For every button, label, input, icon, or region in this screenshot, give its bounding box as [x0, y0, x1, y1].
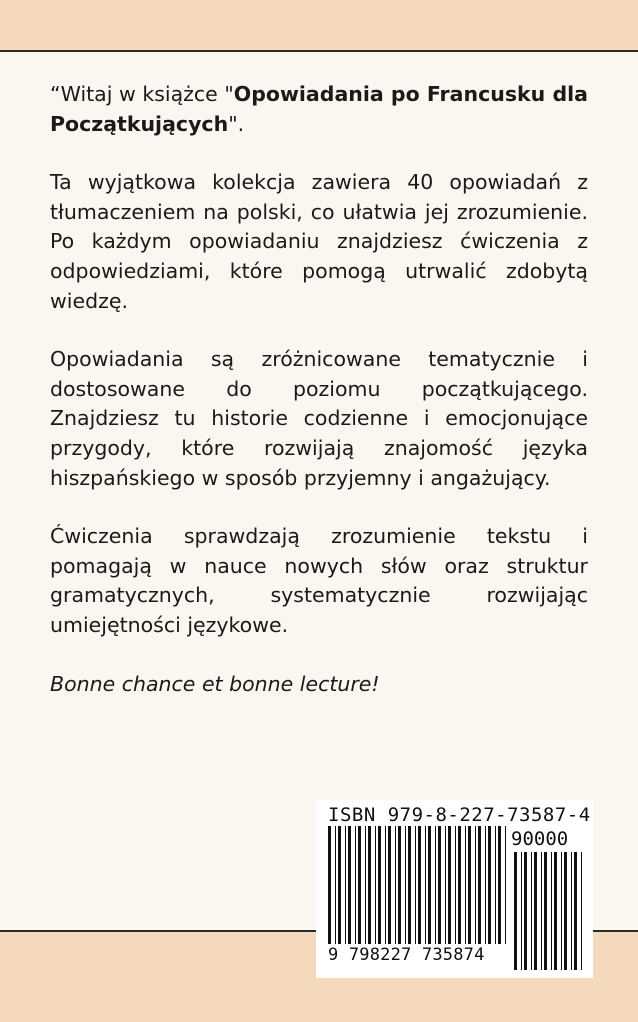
barcode-bar [418, 826, 421, 944]
barcode-bar [551, 852, 552, 970]
barcode-bar [425, 826, 426, 944]
barcode-bar [574, 852, 577, 970]
barcode-bar [544, 852, 547, 970]
barcode-bar [435, 826, 436, 944]
barcode-bar [571, 852, 572, 970]
barcode-main-number: 9 798227 735874 [328, 945, 485, 965]
barcode-bar [495, 826, 496, 944]
barcode-bar [388, 826, 391, 944]
barcode-bar [468, 826, 471, 944]
isbn-label: ISBN 979-8-227-73587-4 [328, 804, 591, 826]
closing-italic: Bonne chance et bonne lecture! [50, 671, 380, 696]
intro-text-start: “Witaj w książce " [50, 82, 234, 106]
barcode-addon-number: 90000 [511, 828, 569, 850]
barcode-bar [445, 826, 446, 944]
book-title: Opowiadania po Francusku dla Początkujących [50, 82, 588, 136]
barcode-bar [561, 852, 562, 970]
barcode-bar [514, 852, 517, 970]
barcode-bar [448, 826, 451, 944]
barcode-bar [498, 826, 501, 944]
barcode-bar [541, 852, 542, 970]
barcode-bar [405, 826, 406, 944]
barcode-bar [428, 826, 431, 944]
barcode-bar [455, 826, 456, 944]
description-paragraph: Ta wyjątkowa kolekcja zawiera 40 opowiadań z tłumaczeniem na polski, co ułatwia jej zrozumienie. Po każdym opowiadaniu znajdziesz ćwiczenia z odpowiedziami, które pomogą utrwalić zdobytą wiedzę. [50, 170, 588, 313]
intro-paragraph [50, 80, 588, 139]
barcode-bar [345, 826, 346, 944]
barcode-bar [365, 826, 366, 944]
top-band [0, 0, 638, 52]
barcode-bar [378, 826, 381, 944]
barcode-bar [328, 826, 331, 944]
barcode-bar [534, 852, 537, 970]
barcode-bar [355, 826, 356, 944]
barcode-bar [465, 826, 466, 944]
content-paragraph: Opowiadania są zróżnicowane tematycznie i dostosowane do poziomu początkującego. Znajdziesz tu historie codzienne i emocjonujące przygody, które rozwijają znajomość języka hiszpańskiego w sposób przyjemny i angażujący. [50, 347, 588, 490]
back-cover-text [50, 80, 588, 728]
barcode-bar [475, 826, 476, 944]
barcode-bar [375, 826, 376, 944]
barcode-bar [581, 852, 582, 970]
barcode-bar [485, 826, 486, 944]
barcode-bar [408, 826, 411, 944]
barcode-bar [415, 826, 416, 944]
barcode-bar [368, 826, 371, 944]
barcode-bar [438, 826, 441, 944]
closing-line [50, 670, 588, 700]
intro-text-end: ". [228, 111, 245, 136]
barcode-bar [478, 826, 481, 944]
barcode-bar [385, 826, 386, 944]
barcode-bar [524, 852, 527, 970]
barcode-bar [338, 826, 341, 944]
barcode-bar [531, 852, 532, 970]
barcode-bar [554, 852, 557, 970]
barcode-bar [458, 826, 461, 944]
barcode-bar [395, 826, 396, 944]
exercises-paragraph: Ćwiczenia sprawdzają zrozumienie tekstu i pomagają w nauce nowych słów oraz struktur gramatycznych, systematycznie rozwijając umiejętności językowe. [50, 524, 588, 637]
barcode-bar [521, 852, 522, 970]
barcode-bar [505, 826, 506, 944]
barcode-bar [358, 826, 361, 944]
barcode-bar [348, 826, 351, 944]
barcode-bar [488, 826, 491, 944]
isbn-barcode [316, 800, 593, 978]
barcode-bar [398, 826, 401, 944]
barcode-bar [335, 826, 336, 944]
barcode-bar [564, 852, 567, 970]
